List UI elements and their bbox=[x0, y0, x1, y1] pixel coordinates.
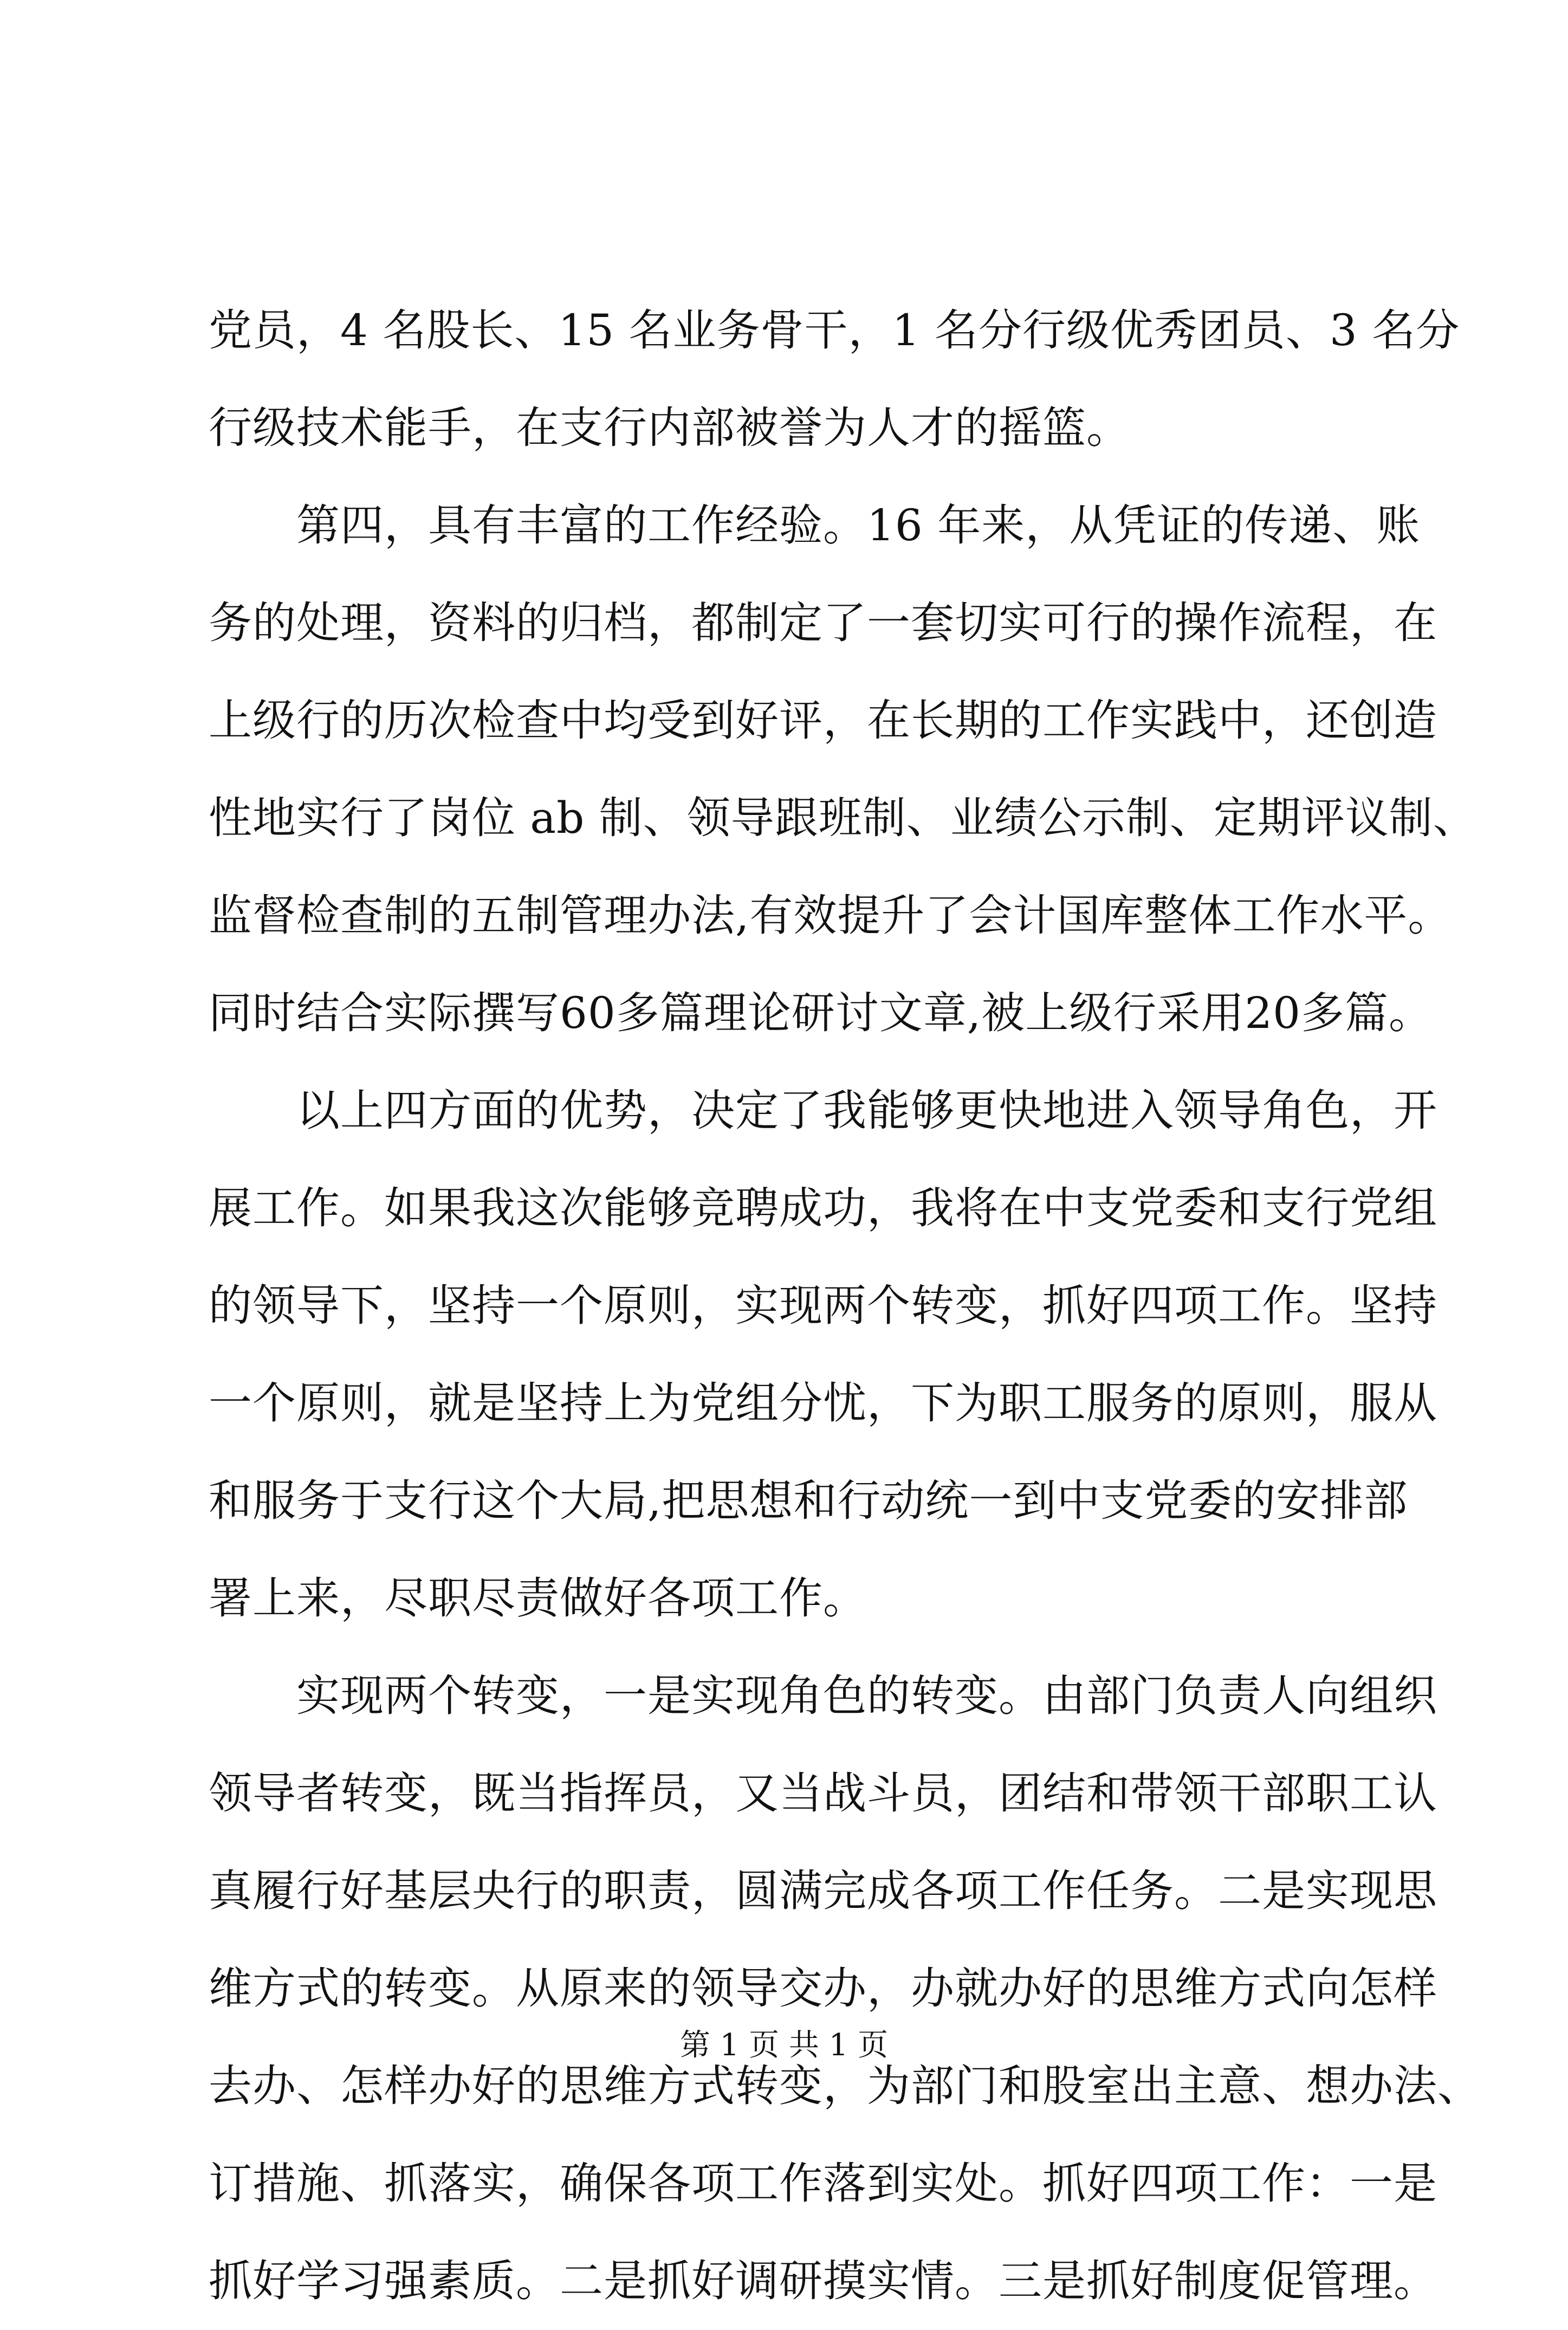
text-line: 署上来，尽职尽责做好各项工作。 bbox=[209, 1573, 867, 1623]
text-line: 真履行好基层央行的职责，圆满完成各项工作任务。二是实现思 bbox=[209, 1866, 1437, 1916]
text-line: 性地实行了岗位 ab 制、领导跟班制、业绩公示制、定期评议制、 bbox=[209, 793, 1477, 843]
text-line: 第四，具有丰富的工作经验。16 年来，从凭证的传递、账 bbox=[296, 500, 1421, 551]
text-line: 订措施、抓落实，确保各项工作落到实处。抓好四项工作：一是 bbox=[209, 2158, 1437, 2209]
text-line: 展工作。如果我这次能够竞聘成功，我将在中支党委和支行党组 bbox=[209, 1183, 1437, 1233]
text-line: 党员，4 名股长、15 名业务骨干，1 名分行级优秀团员、3 名分 bbox=[209, 305, 1460, 355]
text-line: 抓好学习强素质。二是抓好调研摸实情。三是抓好制度促管理。 bbox=[209, 2256, 1437, 2306]
document-body bbox=[209, 282, 1481, 2330]
text-line: 实现两个转变，一是实现角色的转变。由部门负责人向组织 bbox=[296, 1671, 1437, 1721]
text-line: 以上四方面的优势，决定了我能够更快地进入领导角色，开 bbox=[296, 1085, 1437, 1136]
text-line: 行级技术能手，在支行内部被誉为人才的摇篮。 bbox=[209, 403, 1130, 453]
page-footer: 第 1 页 共 1 页 bbox=[679, 2028, 889, 2063]
text-line: 一个原则，就是坚持上为党组分忧，下为职工服务的原则，服从 bbox=[209, 1378, 1437, 1428]
text-line: 领导者转变，既当指挥员，又当战斗员，团结和带领干部职工认 bbox=[209, 1768, 1437, 1818]
text-line: 监督检查制的五制管理办法,有效提升了会计国库整体工作水平。 bbox=[209, 890, 1452, 941]
text-line: 去办、怎样办好的思维方式转变，为部门和股室出主意、想办法、 bbox=[209, 2061, 1481, 2111]
text-line: 维方式的转变。从原来的领导交办，办就办好的思维方式向怎样 bbox=[209, 1963, 1437, 2014]
text-line: 上级行的历次检查中均受到好评，在长期的工作实践中，还创造 bbox=[209, 695, 1437, 746]
text-line: 的领导下，坚持一个原则，实现两个转变，抓好四项工作。坚持 bbox=[209, 1280, 1437, 1331]
text-line: 务的处理，资料的归档，都制定了一套切实可行的操作流程，在 bbox=[209, 598, 1437, 648]
text-line: 和服务于支行这个大局,把思想和行动统一到中支党委的安排部 bbox=[209, 1475, 1408, 1526]
text-line: 同时结合实际撰写60多篇理论研讨文章,被上级行采用20多篇。 bbox=[209, 988, 1433, 1038]
